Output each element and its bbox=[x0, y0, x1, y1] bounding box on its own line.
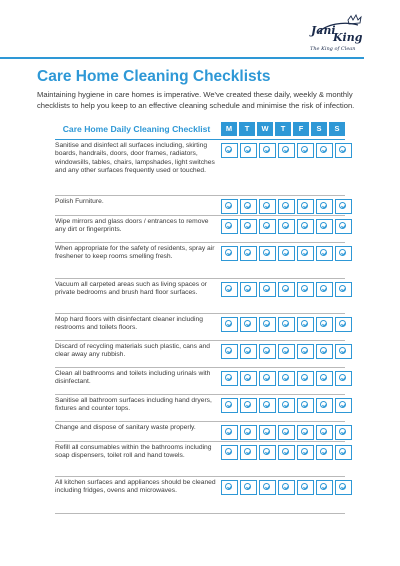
day-checkbox[interactable] bbox=[240, 445, 257, 460]
svg-text:Jani: Jani bbox=[311, 24, 336, 37]
day-checkbox[interactable] bbox=[316, 282, 333, 297]
task-text: Sanitise all bathroom surfaces including hand dryers, fixtures and counter tops. bbox=[55, 397, 212, 413]
day-checkbox[interactable] bbox=[335, 344, 352, 359]
day-checkbox[interactable] bbox=[221, 317, 238, 332]
task-row bbox=[55, 196, 345, 216]
day-checkbox[interactable] bbox=[240, 371, 257, 386]
day-checkbox[interactable] bbox=[335, 317, 352, 332]
task-row bbox=[55, 368, 345, 395]
day-header-thursday: T bbox=[275, 122, 291, 136]
day-checkbox[interactable] bbox=[259, 199, 276, 214]
day-checkbox[interactable] bbox=[297, 480, 314, 495]
day-checkbox[interactable] bbox=[259, 246, 276, 261]
day-checkbox[interactable] bbox=[221, 371, 238, 386]
task-row bbox=[55, 422, 345, 442]
day-checkbox[interactable] bbox=[316, 344, 333, 359]
day-checkbox[interactable] bbox=[297, 282, 314, 297]
day-checkbox[interactable] bbox=[221, 219, 238, 234]
day-checkbox[interactable] bbox=[240, 282, 257, 297]
task-text: Mop hard floors with disinfectant cleaner including restrooms and toilets floors. bbox=[55, 316, 203, 332]
svg-text:The King of Clean: The King of Clean bbox=[310, 46, 356, 52]
day-checkbox[interactable] bbox=[316, 143, 333, 158]
day-checkbox[interactable] bbox=[221, 143, 238, 158]
day-checkbox[interactable] bbox=[278, 480, 295, 495]
day-checkbox[interactable] bbox=[335, 246, 352, 261]
day-checkbox[interactable] bbox=[240, 143, 257, 158]
day-checkbox[interactable] bbox=[278, 317, 295, 332]
day-checkboxes bbox=[221, 425, 352, 440]
day-checkbox[interactable] bbox=[316, 425, 333, 440]
day-checkboxes bbox=[221, 199, 352, 214]
day-checkbox[interactable] bbox=[259, 143, 276, 158]
day-checkbox[interactable] bbox=[297, 344, 314, 359]
day-checkbox[interactable] bbox=[335, 425, 352, 440]
day-checkbox[interactable] bbox=[335, 282, 352, 297]
day-checkbox[interactable] bbox=[259, 425, 276, 440]
day-checkbox[interactable] bbox=[278, 371, 295, 386]
day-checkbox[interactable] bbox=[335, 143, 352, 158]
day-checkbox[interactable] bbox=[335, 371, 352, 386]
day-checkbox[interactable] bbox=[316, 480, 333, 495]
day-headers bbox=[221, 122, 345, 136]
day-checkboxes bbox=[221, 371, 352, 386]
day-checkbox[interactable] bbox=[259, 445, 276, 460]
day-checkbox[interactable] bbox=[297, 425, 314, 440]
day-checkbox[interactable] bbox=[221, 425, 238, 440]
day-checkbox[interactable] bbox=[278, 398, 295, 413]
day-checkbox[interactable] bbox=[297, 219, 314, 234]
day-checkbox[interactable] bbox=[316, 199, 333, 214]
day-checkbox[interactable] bbox=[240, 317, 257, 332]
day-checkbox[interactable] bbox=[297, 371, 314, 386]
day-checkbox[interactable] bbox=[278, 425, 295, 440]
day-checkbox[interactable] bbox=[221, 344, 238, 359]
task-row bbox=[55, 477, 345, 514]
day-checkboxes bbox=[221, 480, 352, 495]
day-checkboxes bbox=[221, 344, 352, 359]
task-text: All kitchen surfaces and appliances should be cleaned including fridges, ovens and microwaves. bbox=[55, 479, 216, 495]
day-checkbox[interactable] bbox=[259, 344, 276, 359]
task-row bbox=[55, 243, 345, 279]
day-checkbox[interactable] bbox=[278, 143, 295, 158]
day-checkbox[interactable] bbox=[316, 371, 333, 386]
day-checkbox[interactable] bbox=[335, 480, 352, 495]
day-checkbox[interactable] bbox=[259, 317, 276, 332]
task-row bbox=[55, 341, 345, 368]
day-checkbox[interactable] bbox=[259, 398, 276, 413]
day-checkboxes bbox=[221, 219, 352, 234]
day-checkbox[interactable] bbox=[240, 219, 257, 234]
day-checkbox[interactable] bbox=[221, 398, 238, 413]
day-checkbox[interactable] bbox=[297, 143, 314, 158]
task-text: Sanitise and disinfect all surfaces including, skirting boards, handrails, doors, door frames, radiators, windowsills, tables, chairs, lampshades, light switches and any other surfaces frequently used or touched. bbox=[55, 142, 215, 175]
day-checkbox[interactable] bbox=[221, 199, 238, 214]
day-checkboxes bbox=[221, 317, 352, 332]
day-checkbox[interactable] bbox=[240, 246, 257, 261]
day-checkbox[interactable] bbox=[278, 445, 295, 460]
day-checkbox[interactable] bbox=[316, 317, 333, 332]
day-checkbox[interactable] bbox=[240, 480, 257, 495]
day-checkbox[interactable] bbox=[297, 445, 314, 460]
day-checkbox[interactable] bbox=[278, 344, 295, 359]
day-checkbox[interactable] bbox=[240, 398, 257, 413]
task-text: Discard of recycling materials such plastic, cans and clear away any rubbish. bbox=[55, 343, 210, 359]
day-header-friday: F bbox=[293, 122, 309, 136]
day-checkbox[interactable] bbox=[240, 425, 257, 440]
day-header-wednesday: W bbox=[257, 122, 273, 136]
task-row bbox=[55, 314, 345, 341]
day-checkbox[interactable] bbox=[335, 445, 352, 460]
day-checkbox[interactable] bbox=[297, 199, 314, 214]
day-checkboxes bbox=[221, 445, 352, 460]
svg-text:King: King bbox=[333, 31, 363, 44]
day-checkbox[interactable] bbox=[221, 480, 238, 495]
task-text: When appropriate for the safety of residents, spray air freshener to keep rooms smelling fresh. bbox=[55, 245, 215, 261]
header-rule bbox=[0, 57, 364, 59]
jani-king-logo bbox=[306, 12, 364, 54]
day-checkbox[interactable] bbox=[316, 219, 333, 234]
task-text: Change and dispose of sanitary waste properly. bbox=[55, 424, 196, 431]
day-checkbox[interactable] bbox=[278, 282, 295, 297]
intro-text: Maintaining hygiene in care homes is imperative. We've created these daily, weekly & monthly checklists to help you keep to an effective cleaning schedule and minimise the risk of infection. bbox=[37, 90, 355, 110]
day-checkbox[interactable] bbox=[278, 219, 295, 234]
day-checkboxes bbox=[221, 398, 352, 413]
day-header-sunday: S bbox=[329, 122, 345, 136]
daily-checklist bbox=[55, 119, 345, 514]
day-checkbox[interactable] bbox=[316, 398, 333, 413]
day-checkbox[interactable] bbox=[259, 371, 276, 386]
checklist-heading: Care Home Daily Cleaning Checklist bbox=[62, 124, 211, 134]
task-row bbox=[55, 140, 345, 196]
task-row bbox=[55, 395, 345, 422]
day-checkbox[interactable] bbox=[278, 199, 295, 214]
task-rows bbox=[55, 140, 345, 514]
day-checkboxes bbox=[221, 246, 352, 261]
task-row bbox=[55, 442, 345, 477]
day-checkbox[interactable] bbox=[335, 199, 352, 214]
page-title: Care Home Cleaning Checklists bbox=[37, 68, 271, 85]
day-checkboxes bbox=[221, 282, 352, 297]
day-checkbox[interactable] bbox=[221, 246, 238, 261]
day-checkbox[interactable] bbox=[259, 219, 276, 234]
day-checkbox[interactable] bbox=[316, 246, 333, 261]
day-checkbox[interactable] bbox=[335, 219, 352, 234]
day-header-tuesday: T bbox=[239, 122, 255, 136]
day-checkbox[interactable] bbox=[240, 344, 257, 359]
day-header-monday: M bbox=[221, 122, 237, 136]
day-checkbox[interactable] bbox=[259, 282, 276, 297]
checklist-header bbox=[55, 119, 345, 140]
day-checkbox[interactable] bbox=[259, 480, 276, 495]
task-text: Refill all consumables within the bathrooms including soap dispensers, toilet roll and hand towels. bbox=[55, 444, 212, 460]
day-checkbox[interactable] bbox=[297, 317, 314, 332]
task-row bbox=[55, 216, 345, 243]
day-checkbox[interactable] bbox=[297, 246, 314, 261]
task-row bbox=[55, 279, 345, 314]
task-text: Clean all bathrooms and toilets including urinals with disinfectant. bbox=[55, 370, 211, 386]
day-checkbox[interactable] bbox=[316, 445, 333, 460]
day-checkbox[interactable] bbox=[221, 445, 238, 460]
day-checkbox[interactable] bbox=[297, 398, 314, 413]
day-checkbox[interactable] bbox=[278, 246, 295, 261]
task-text: Vacuum all carpeted areas such as living spaces or private bedrooms and brush hard floor surfaces. bbox=[55, 281, 207, 297]
day-header-saturday: S bbox=[311, 122, 327, 136]
day-checkbox[interactable] bbox=[221, 282, 238, 297]
task-text: Polish Furniture. bbox=[55, 198, 104, 205]
task-text: Wipe mirrors and glass doors / entrances to remove any dirt or fingerprints. bbox=[55, 218, 209, 234]
day-checkbox[interactable] bbox=[335, 398, 352, 413]
day-checkboxes bbox=[221, 143, 352, 158]
day-checkbox[interactable] bbox=[240, 199, 257, 214]
